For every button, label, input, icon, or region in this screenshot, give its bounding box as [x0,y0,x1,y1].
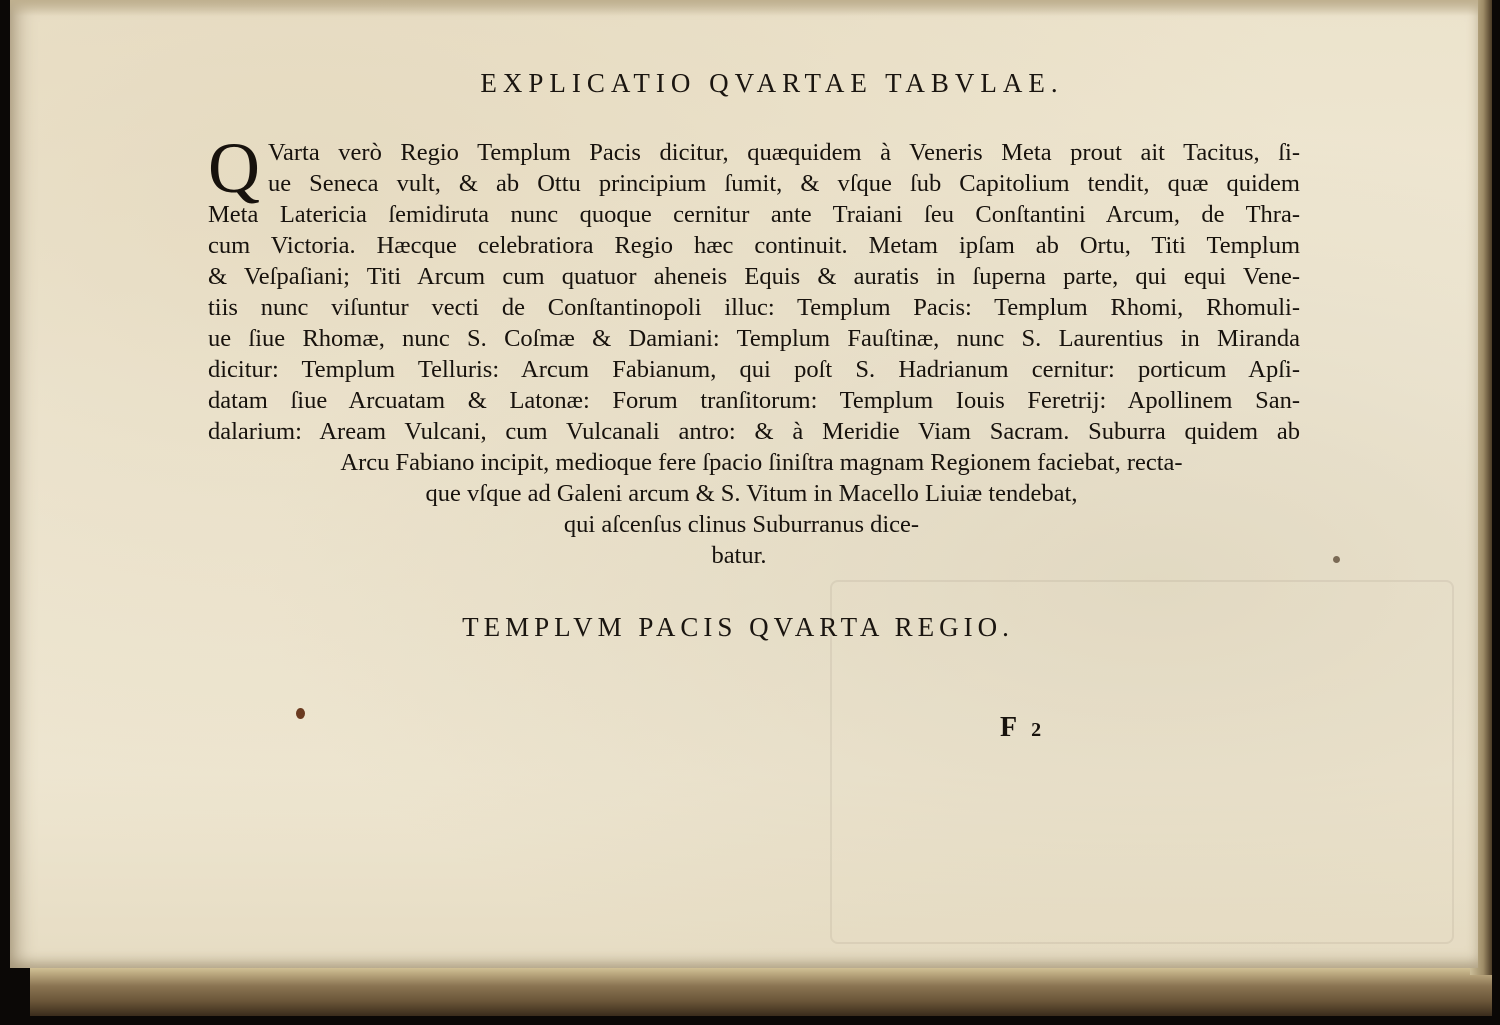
page-top-shadow [10,0,1478,16]
body-text [208,128,1300,571]
text-line-10: dalarium: Aream Vulcani, cum Vulcanali antro: & à Meridie Viam Sacram. Suburra quidem ab [208,418,1300,445]
text-line-9: datam ſiue Arcuatam & Latonæ: Forum tranſitorum: Templum Iouis Feretrij: Apollinem San- [208,387,1300,414]
text-line-6: tiis nunc viſuntur vecti de Conſtantinopoli illuc: Templum Pacis: Templum Rhomi, Rhomuli- [208,294,1300,321]
text-line-12: que vſque ad Galeni arcum & S. Vitum in Macello Liuiæ tendebat, [425,480,1078,507]
signature-number: 2 [1031,719,1056,741]
text-line-5: & Veſpaſiani; Titi Arcum cum quatuor aheneis Equis & auratis in ſuperna parte, qui equi Vene- [208,263,1300,290]
text-line-3: Meta Latericia ſemidiruta nunc quoque cernitur ante Traiani ſeu Conſtantini Arcum, de Thra- [208,201,1300,228]
drop-cap: Q [208,128,260,208]
text-line-2: ue Seneca vult, & ab Ottu principium ſumit, & vſque ſub Capitolium tendit, quæ quidem [268,170,1300,197]
text-line-4: cum Victoria. Hæcque celebratiora Regio hæc continuit. Metam ipſam ab Ortu, Titi Templum [208,232,1300,259]
text-line-13: qui aſcenſus clinus Suburranus dice- [563,511,920,538]
text-line-8: dicitur: Templum Telluris: Arcum Fabianum, qui poſt S. Hadrianum cernitur: porticum Apſi- [208,356,1300,383]
book-page-edges-bottom [30,966,1492,1016]
text-line-1: Varta verò Regio Templum Pacis dicitur, quæquidem à Veneris Meta prout ait Tacitus, ſi- [268,139,1300,166]
text-line-11: Arcu Fabiano incipit, medioque fere ſpacio ſiniſtra magnam Regionem faciebat, recta- [340,449,1183,476]
foxing-spot [1333,556,1340,563]
book-page [10,0,1478,968]
signature-letter: F [1000,712,1032,743]
page-title: EXPLICATIO QVARTAE TABVLAE. [480,68,1064,98]
foxing-spot [296,708,305,719]
text-line-14: batur. [711,542,767,569]
signature-mark [1000,712,1055,744]
text-line-7: ue ſiue Rhomæ, nunc S. Coſmæ & Damiani: Templum Fauſtinæ, nunc S. Laurentius in Miranda [208,325,1300,352]
section-subtitle: TEMPLVM PACIS QVARTA REGIO. [462,612,1014,642]
